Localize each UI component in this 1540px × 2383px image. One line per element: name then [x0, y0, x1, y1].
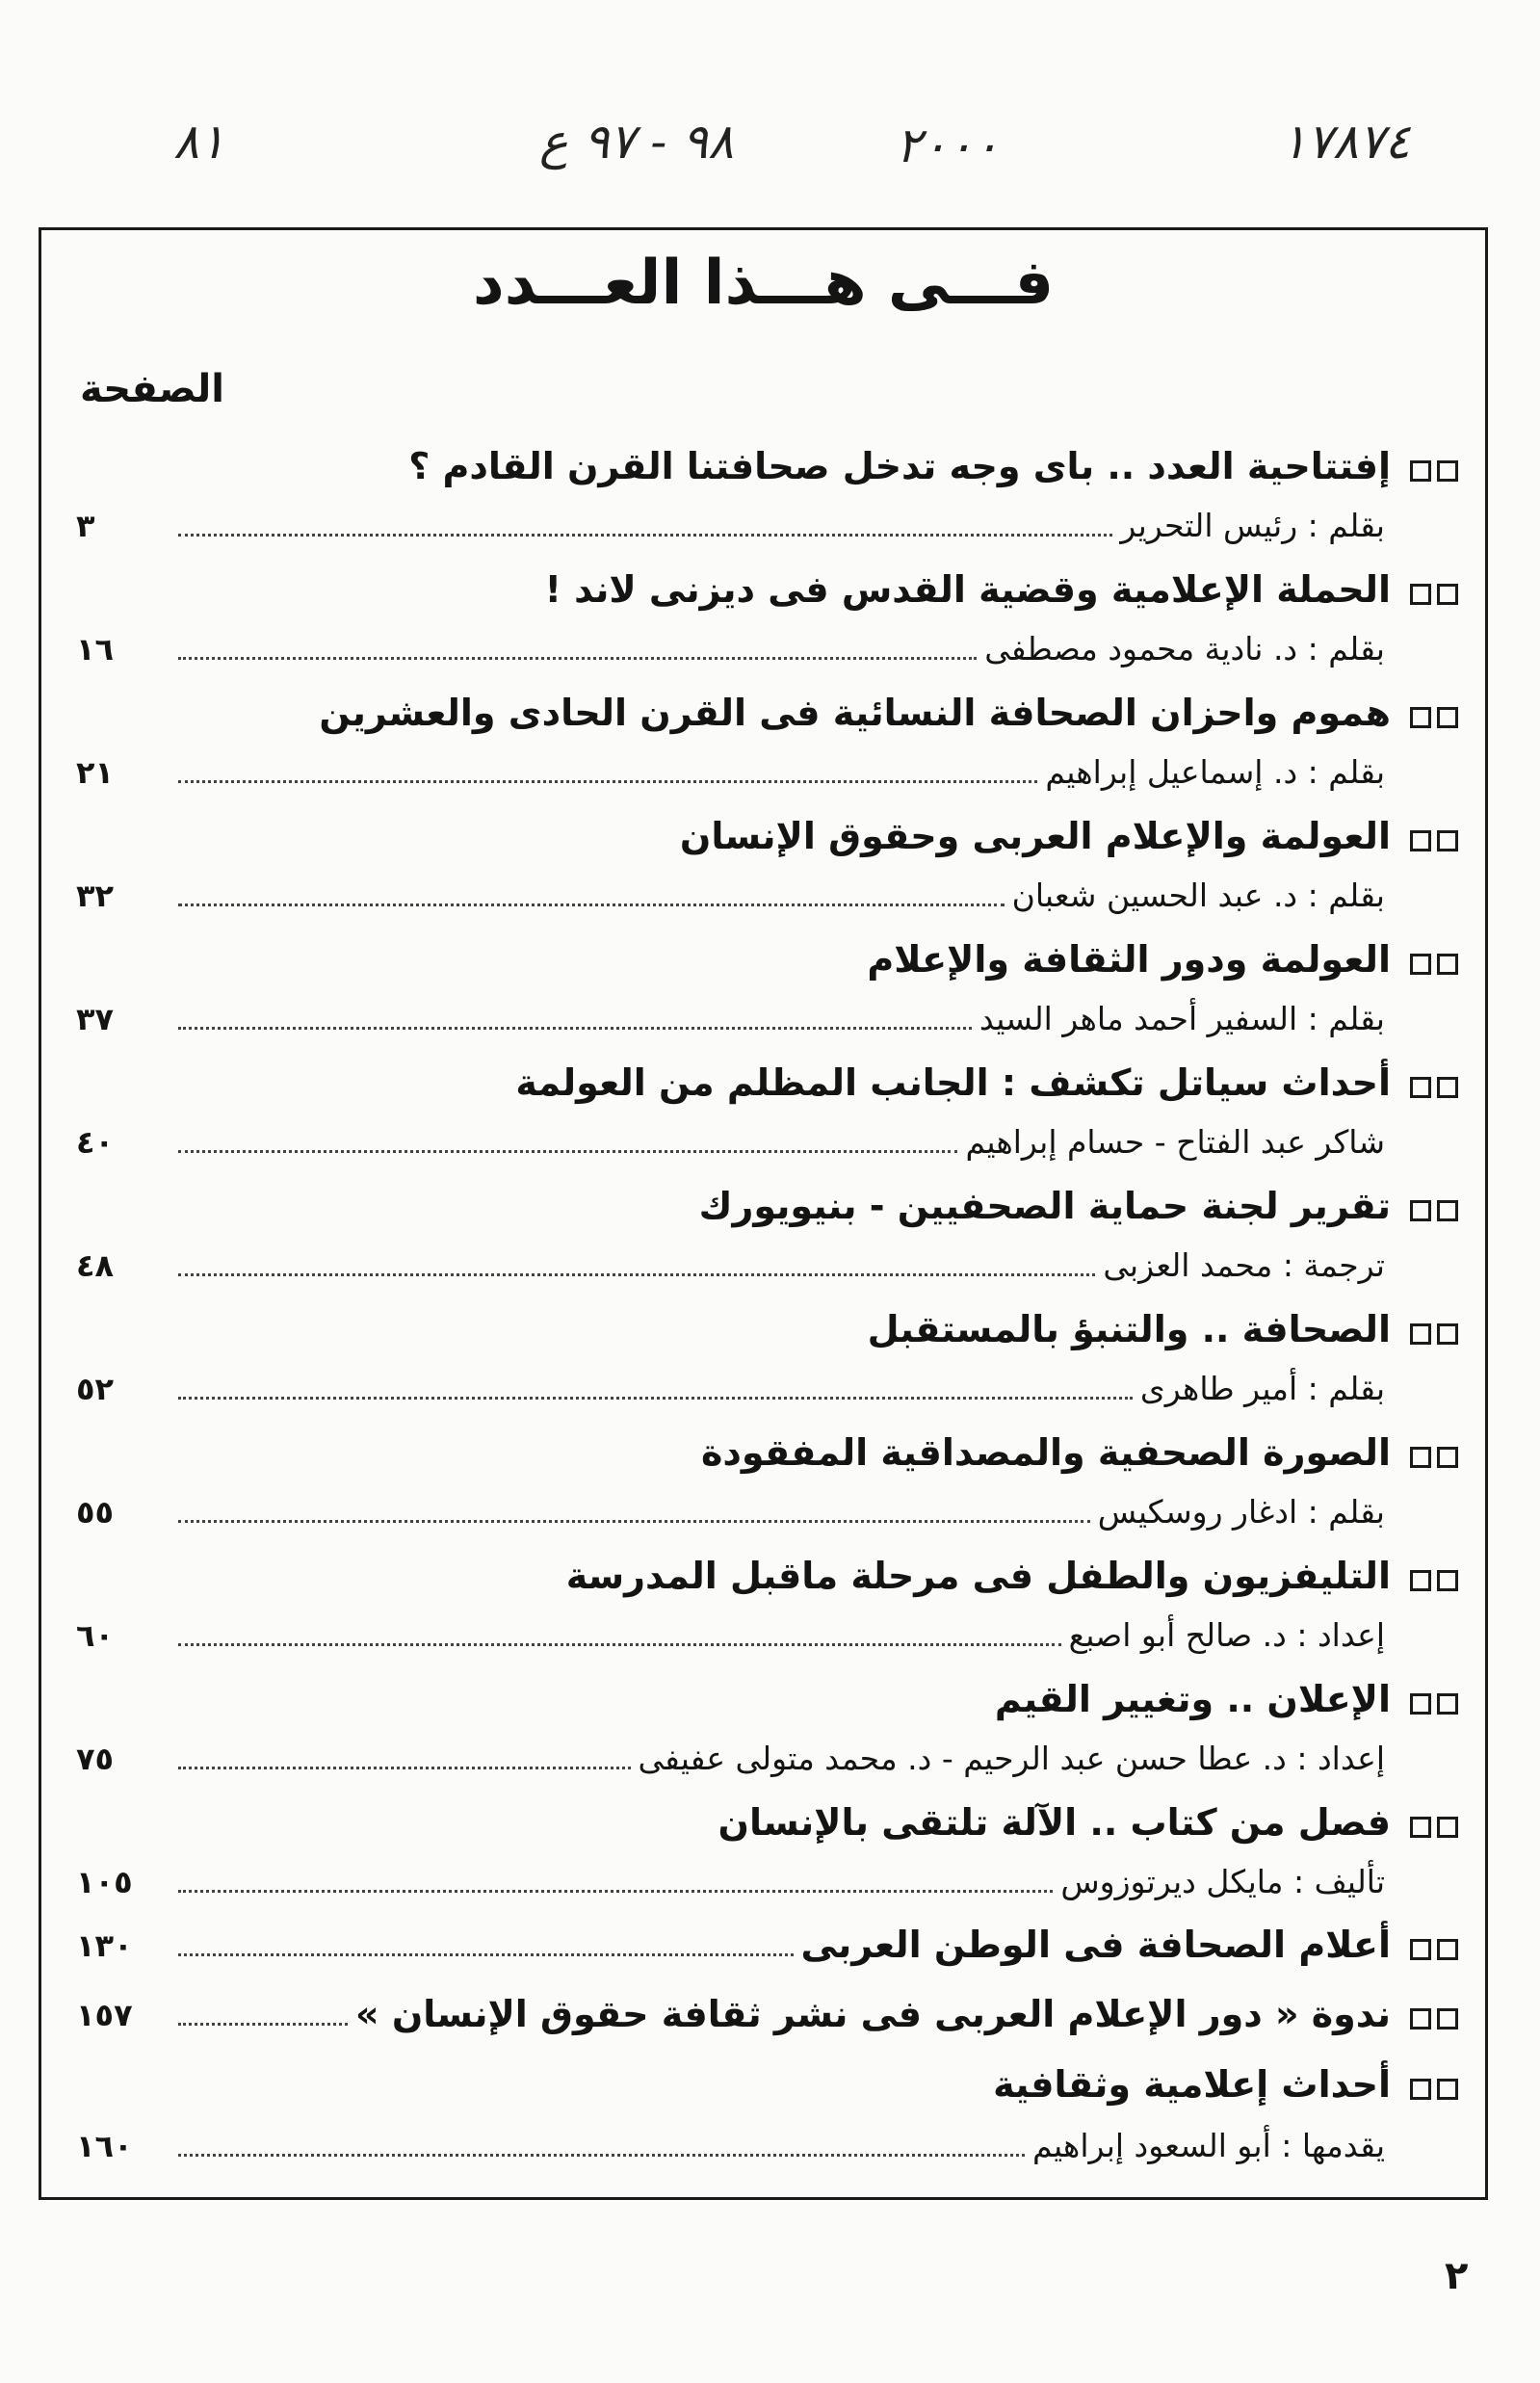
entry-author: إعداد : د. عطا حسن عبد الرحيم - د. محمد متولى عفيفى — [638, 1740, 1385, 1777]
bullet-box-icon — [1437, 1693, 1458, 1715]
dot-leader — [178, 534, 1112, 537]
entry-title-row — [41, 434, 1485, 498]
bullet-box-icon — [1410, 1200, 1431, 1221]
entry-page-number: ١٦ — [76, 631, 115, 668]
page-title: فـــى هـــذا العـــدد — [472, 248, 1055, 319]
bullet-box-icon — [1437, 707, 1458, 728]
dot-leader — [178, 1520, 1090, 1523]
entry-title-row — [41, 1051, 1485, 1114]
bullet-box-icon — [1437, 954, 1458, 975]
entry-author-row — [41, 1727, 1485, 1791]
entry-title: العولمة ودور الثقافة والإعلام — [867, 938, 1391, 981]
bullet-box-icon — [1437, 1077, 1458, 1098]
bullet-boxes — [1404, 1054, 1458, 1117]
handwritten-note-1: ٨١ — [173, 114, 225, 170]
dot-leader — [178, 1397, 1133, 1400]
entry-author: بقلم : د. نادية محمود مصطفى — [984, 630, 1385, 668]
bullet-boxes — [1404, 561, 1458, 624]
dot-leader — [178, 2023, 348, 2026]
entry-title-row — [41, 681, 1485, 745]
dot-leader — [178, 1890, 1053, 1893]
bullet-boxes — [1404, 1300, 1458, 1364]
entry-title: أحداث سياتل تكشف : الجانب المظلم من العولمة — [515, 1061, 1391, 1104]
entry-page-number: ٥٥ — [76, 1494, 115, 1531]
bullet-boxes — [1404, 807, 1458, 871]
entry-title-row — [41, 1544, 1485, 1608]
entry-author-row — [41, 2114, 1485, 2178]
bullet-boxes — [1404, 1984, 1458, 2048]
entry-title: الصورة الصحفية والمصداقية المفقودة — [700, 1431, 1391, 1474]
bullet-boxes — [1404, 1177, 1458, 1241]
page-number: ٢ — [1445, 2254, 1469, 2298]
entry-page-number: ٧٥ — [76, 1741, 115, 1777]
entry-author: شاكر عبد الفتاح - حسام إبراهيم — [965, 1123, 1385, 1161]
bullet-box-icon — [1410, 954, 1431, 975]
page-column-label: الصفحة — [80, 367, 225, 411]
entry-author-row — [41, 1983, 1485, 2047]
bullet-box-icon — [1410, 830, 1431, 851]
entry-author-row — [41, 1914, 1485, 1977]
bullet-box-icon — [1437, 1939, 1458, 1960]
handwritten-note-2: ٩٨ - ٩٧ ع — [539, 114, 734, 170]
entry-author-row — [41, 987, 1485, 1051]
dot-leader — [178, 2154, 1025, 2157]
bullet-boxes — [1404, 1670, 1458, 1734]
entry-author: بقلم : ادغار روسكيس — [1097, 1493, 1385, 1531]
entry-author-row — [41, 1357, 1485, 1421]
bullet-boxes — [1404, 437, 1458, 501]
dot-leader — [178, 657, 977, 660]
bullet-boxes — [1404, 2056, 1458, 2119]
entry-author-row — [41, 1604, 1485, 1667]
toc-entries — [41, 434, 1485, 2178]
entry-title: أعلام الصحافة فى الوطن العربى — [800, 1923, 1391, 1966]
handwritten-note-3: ٢٠٠٠ — [896, 118, 1000, 173]
bullet-box-icon — [1437, 1570, 1458, 1591]
entry-title: الحملة الإعلامية وقضية القدس فى ديزنى لاند ! — [544, 568, 1391, 611]
entry-author: بقلم : د. إسماعيل إبراهيم — [1045, 753, 1385, 791]
dot-leader — [178, 1953, 794, 1956]
bullet-box-icon — [1437, 2008, 1458, 2029]
bullet-box-icon — [1437, 830, 1458, 851]
entry-author-row — [41, 1234, 1485, 1297]
entry-page-number: ١٠٥ — [76, 1864, 133, 1900]
contents-frame — [39, 227, 1488, 2200]
entry-title-row — [41, 1421, 1485, 1484]
entry-page-number: ١٥٧ — [76, 1997, 133, 2033]
entry-title-row — [41, 928, 1485, 991]
entry-page-number: ١٣٠ — [76, 1927, 133, 1964]
bullet-box-icon — [1437, 1447, 1458, 1468]
entry-author: بقلم : رئيس التحرير — [1120, 507, 1385, 544]
entry-page-number: ٦٠ — [76, 1617, 115, 1654]
entry-title: هموم واحزان الصحافة النسائية فى القرن الحادى والعشرين — [319, 692, 1391, 734]
dot-leader — [178, 1273, 1095, 1276]
dot-leader — [178, 903, 1005, 906]
bullet-box-icon — [1410, 707, 1431, 728]
entry-title-row — [41, 558, 1485, 621]
entry-title: الصحافة .. والتنبؤ بالمستقبل — [867, 1308, 1391, 1350]
dot-leader — [178, 1027, 972, 1030]
entry-author: يقدمها : أبو السعود إبراهيم — [1032, 2127, 1385, 2164]
entry-author: إعداد : د. صالح أبو اصبع — [1068, 1616, 1385, 1654]
entry-title-row — [41, 1297, 1485, 1361]
entry-author: بقلم : السفير أحمد ماهر السيد — [979, 1000, 1385, 1037]
dot-leader — [178, 1767, 631, 1769]
bullet-box-icon — [1410, 1570, 1431, 1591]
bullet-boxes — [1404, 1915, 1458, 1978]
bullet-box-icon — [1437, 1323, 1458, 1345]
entry-page-number: ٣٧ — [76, 1001, 115, 1037]
entry-page-number: ٣٢ — [76, 877, 115, 914]
entry-page-number: ٤٠ — [76, 1124, 115, 1161]
bullet-box-icon — [1410, 1939, 1431, 1960]
entry-page-number: ٤٨ — [76, 1247, 115, 1284]
bullet-box-icon — [1437, 2079, 1458, 2100]
entry-title-row — [41, 804, 1485, 868]
entry-page-number: ٢١ — [76, 754, 115, 791]
entry-author-row — [41, 741, 1485, 804]
entry-author-row — [41, 1111, 1485, 1174]
bullet-box-icon — [1410, 584, 1431, 605]
bullet-box-icon — [1410, 1817, 1431, 1838]
entry-author-row — [41, 1850, 1485, 1914]
entry-author-row — [41, 864, 1485, 928]
entry-title: إفتتاحية العدد .. باى وجه تدخل صحافتنا القرن القادم ؟ — [408, 445, 1391, 487]
entry-title-row — [41, 1174, 1485, 1238]
entry-author: بقلم : أمير طاهرى — [1139, 1370, 1385, 1407]
entry-page-number: ٥٢ — [76, 1371, 115, 1407]
dot-leader — [178, 1643, 1061, 1646]
entry-title-row — [41, 2053, 1485, 2116]
entry-title-row — [41, 1791, 1485, 1854]
entry-page-number: ١٦٠ — [76, 2128, 133, 2164]
bullet-boxes — [1404, 930, 1458, 994]
bullet-boxes — [1404, 684, 1458, 747]
bullet-boxes — [1404, 1547, 1458, 1610]
bullet-boxes — [1404, 1424, 1458, 1487]
entry-author-row — [41, 494, 1485, 558]
bullet-boxes — [1404, 1794, 1458, 1857]
entry-title: تقرير لجنة حماية الصحفيين - بنيويورك — [698, 1185, 1391, 1227]
bullet-box-icon — [1410, 1077, 1431, 1098]
entry-title: الإعلان .. وتغيير القيم — [994, 1678, 1391, 1720]
bullet-box-icon — [1437, 584, 1458, 605]
entry-title: العولمة والإعلام العربى وحقوق الإنسان — [679, 815, 1391, 857]
bullet-box-icon — [1410, 1323, 1431, 1345]
bullet-box-icon — [1437, 1200, 1458, 1221]
bullet-box-icon — [1410, 2079, 1431, 2100]
bullet-box-icon — [1437, 460, 1458, 482]
entry-title: ندوة « دور الإعلام العربى فى نشر ثقافة حقوق الإنسان » — [355, 1992, 1391, 2035]
dot-leader — [178, 1150, 957, 1153]
entry-author: ترجمة : محمد العزبى — [1103, 1246, 1385, 1284]
bullet-box-icon — [1410, 1447, 1431, 1468]
entry-title-row — [41, 1667, 1485, 1731]
entry-author-row — [41, 617, 1485, 681]
entry-page-number: ٣ — [76, 508, 95, 544]
bullet-box-icon — [1410, 2008, 1431, 2029]
entry-author: تأليف : مايكل ديرتوزوس — [1060, 1863, 1385, 1900]
bullet-box-icon — [1410, 1693, 1431, 1715]
entry-title: التليفزيون والطفل فى مرحلة ماقبل المدرسة — [565, 1555, 1391, 1597]
entry-author-row — [41, 1480, 1485, 1544]
bullet-box-icon — [1437, 1817, 1458, 1838]
entry-title: فصل من كتاب .. الآلة تلتقى بالإنسان — [718, 1801, 1391, 1844]
entry-title: أحداث إعلامية وثقافية — [993, 2063, 1391, 2106]
bullet-box-icon — [1410, 460, 1431, 482]
dot-leader — [178, 780, 1037, 783]
entry-author: بقلم : د. عبد الحسين شعبان — [1011, 877, 1385, 914]
handwritten-note-4: ١٧٨٧٤ — [1281, 114, 1411, 170]
